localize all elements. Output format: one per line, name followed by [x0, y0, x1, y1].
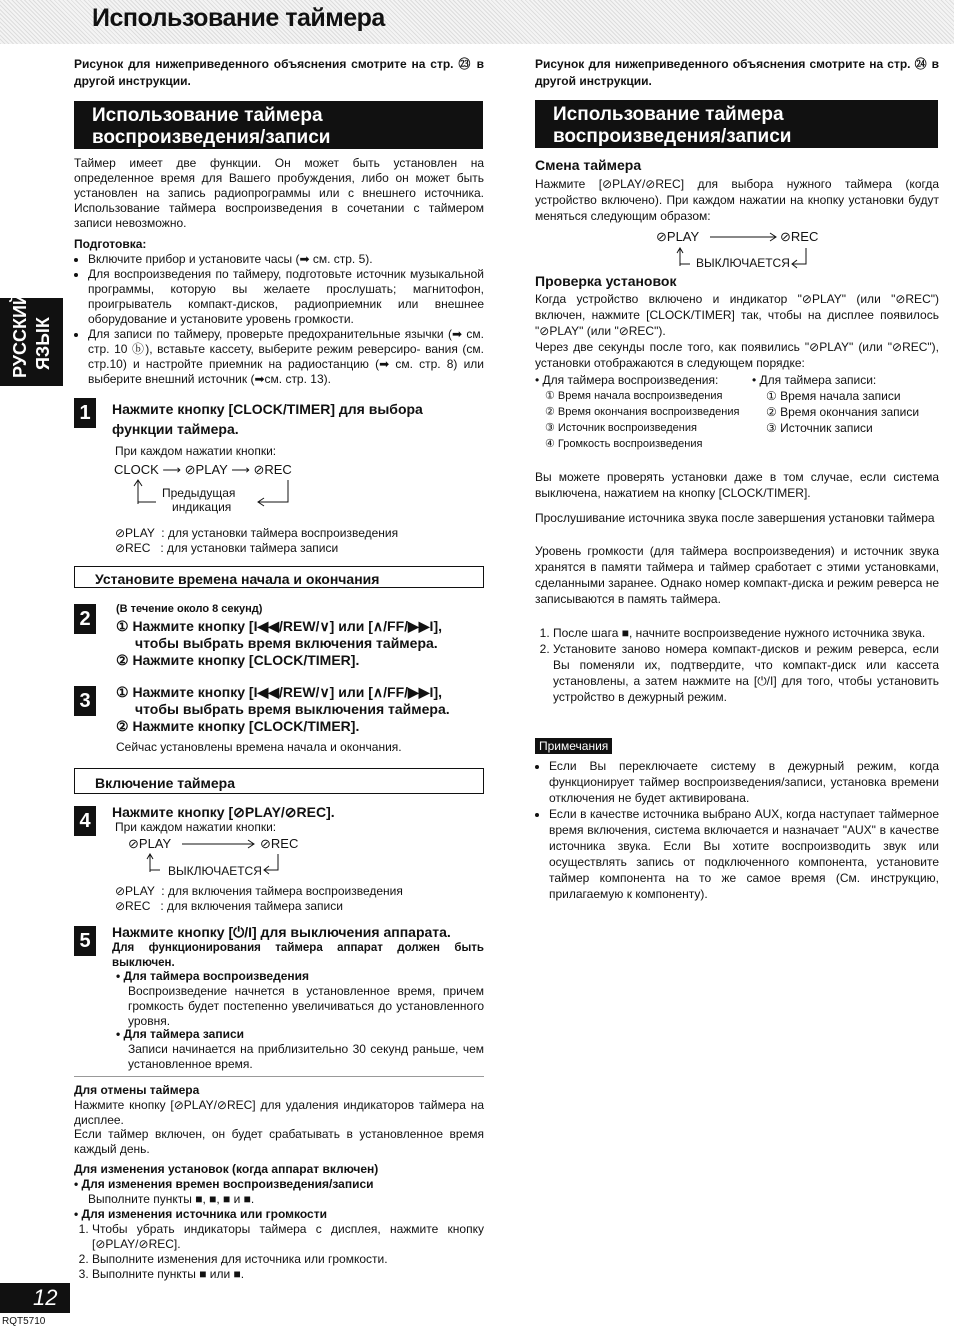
step-5-number: 5	[74, 926, 96, 956]
left-section-header-line2: воспроизведения/записи	[92, 127, 331, 148]
step-1-sequence: CLOCK ⟶ ⊘PLAY ⟶ ⊘REC	[114, 462, 292, 477]
right-figure-reference: Рисунок для нижеприведенного объяснения смотрите на стр. ㉔ в другой инструкции.	[535, 57, 939, 88]
step-2-number: 2	[74, 604, 96, 634]
change-title: Для изменения установок (когда аппарат включен)	[74, 1162, 379, 1176]
step-2-note: (В течение около 8 секунд)	[116, 603, 263, 615]
step-5-play-text: Воспроизведение начнется в установленное время, причем громкость будет постепенно увеличиваться до установленного уровня.	[128, 984, 484, 1028]
step-4-off-label: ВЫКЛЮЧАЕТСЯ	[168, 864, 262, 878]
r-diagram-play: ⊘PLAY	[656, 229, 700, 244]
r-rec-item: ③ Источник записи	[766, 421, 873, 435]
r-check-text-1: Когда устройство включено и индикатор "⊘PLAY" (или "⊘REC") включен, нажмите [CLOCK/TIMER] так, чтобы на дисплее появилось "⊘PLAY" (или "⊘REC").	[535, 292, 939, 338]
step-5-bullet-play-label: Для таймера воспроизведения	[123, 969, 309, 983]
language-tab-line2: ЯЗЫК	[33, 317, 53, 370]
r-rec-timer-head: • Для таймера записи:	[752, 373, 877, 387]
step-1-number: 1	[74, 398, 96, 428]
change-list-item: 2. Выполните изменения для источника или громкости.	[92, 1252, 484, 1267]
intro-text: Таймер имеет две функции. Он может быть установлен на определенное время для Вашего пробуждения, либо он может быть установлен на запись радиопрограммы или с внешнего источника. Использование таймера воспроизведения в сочетании с таймером записи невозможно.	[74, 156, 484, 230]
step-2-line2: чтобы выбрать время включения таймера.	[135, 635, 438, 651]
r-step-item: 1. После шага ■, начните воспроизведение нужного источника звука.	[553, 625, 939, 641]
step-2-line3: ② Нажмите кнопку [CLOCK/TIMER].	[116, 652, 360, 668]
step-5-sub: Для функционирования таймера аппарат должен быть выключен.	[112, 942, 484, 969]
step-4-def-play: ⊘PLAY : для включения таймера воспроизведения	[115, 884, 403, 898]
r-play-timer-head-text: Для таймера воспроизведения:	[542, 373, 719, 387]
change-bullet-1-text: Выполните пункты ■, ■, ■ и ■.	[88, 1192, 255, 1206]
step-5-rec-text: Записи начинается на приблизительно 30 секунд раньше, чем установленное время.	[128, 1042, 484, 1071]
r-play-item: ④ Громкость воспроизведения	[545, 438, 703, 450]
r-check-title: Проверка установок	[535, 273, 677, 289]
step-5-title: Нажмите кнопку [⏻/I] для выключения аппарата.	[112, 924, 451, 940]
prep-title: Подготовка:	[74, 237, 147, 251]
r-diagram-arrow	[708, 231, 780, 243]
step-4-title: Нажмите кнопку [⊘PLAY/⊘REC].	[112, 804, 335, 820]
r-play-timer-list	[535, 372, 755, 452]
step-3-instructions	[116, 684, 486, 735]
page-title-banner	[0, 0, 954, 44]
r-change-text: Нажмите [⊘PLAY/⊘REC] для выбора нужного таймера (когда устройство включено). При каждом нажатии на кнопку установки будут меняться следующим образом:	[535, 177, 939, 223]
r-steps-list	[535, 625, 939, 705]
box-enable-timer: Включение таймера	[74, 768, 484, 794]
step-1-def-play: ⊘PLAY : для установки таймера воспроизведения	[115, 526, 399, 540]
step-1-prev-line1: Предыдущая	[162, 486, 236, 500]
step-3-after: Сейчас установлены времена начала и окончания.	[116, 740, 402, 754]
change-list-item: 3. Выполните пункты ■ или ■.	[92, 1267, 484, 1282]
r-note-item: • Если Вы переключаете систему в дежурный режим, когда функционирует таймер воспроизведения/записи, установка времени отключения не будет активирована.	[549, 758, 939, 806]
left-figure-reference: Рисунок для нижеприведенного объяснения смотрите на стр. ㉓ в другой инструкции.	[74, 57, 484, 88]
r-listen-text: Уровень громкости (для таймера воспроизведения) и источник звука хранятся в памяти таймера и таймер сработает с этими установками, сделанными заранее. Однако номер компакт-диска и режим реверса не записываются в память таймера.	[535, 544, 939, 606]
step-5-bullet-rec: • Для таймера записи	[116, 1027, 245, 1041]
page-number: 12	[0, 1283, 70, 1313]
prep-list	[74, 252, 484, 387]
step-3-line2: чтобы выбрать время выключения таймера.	[135, 701, 450, 717]
language-tab-line1: РУССКИЙ	[10, 292, 30, 378]
language-tab	[0, 292, 63, 386]
change-bullet-2: • Для изменения источника или громкости	[74, 1207, 327, 1221]
prep-item: • Для воспроизведения по таймеру, подготовьте источник музыкальной программы, которую вы желаете прослушать; магнитофон, проигрыватель компакт-дисков, радиоприемник или внешнее оборудование и установите уровень громкости.	[88, 267, 484, 327]
step-4-def-rec: ⊘REC : для включения таймера записи	[115, 899, 343, 913]
r-rec-item: ② Время окончания записи	[766, 405, 920, 419]
page-title: Использование таймера	[92, 4, 385, 32]
r-note-item: • Если в качестве источника выбрано AUX, когда наступает таймерное время включения, система включается и назначает "AUX" в качестве источника звука. Если Вы хотите воспроизводить звук или осуществлять запись от подключенного компонента, установите таймер компонента на то же самое время (См. инструкцию, прилагаемую к компоненту).	[549, 806, 939, 902]
r-listen-title: Прослушивание источника звука после завершения установки таймера	[535, 511, 935, 525]
right-section-header	[535, 100, 938, 148]
step-3-line3: ② Нажмите кнопку [CLOCK/TIMER].	[116, 718, 360, 734]
change-bullet-1: • Для изменения времен воспроизведения/записи	[74, 1177, 374, 1191]
cancel-text-1: Нажмите кнопку [⊘PLAY/⊘REC] для удаления индикаторов таймера на дисплее.	[74, 1098, 484, 1127]
left-section-header-line1: Использование таймера	[92, 105, 323, 126]
step-5-bullet-play: • Для таймера воспроизведения	[116, 969, 309, 983]
left-section-header	[74, 101, 483, 149]
r-notes-list	[535, 758, 939, 902]
cancel-title: Для отмены таймера	[74, 1083, 200, 1097]
r-check-text-3: Вы можете проверять установки даже в том случае, если система выключена, нажатием на кнопку [CLOCK/TIMER].	[535, 470, 939, 500]
step-3-line1: ① Нажмите кнопку [I◀◀/REW/∨] или [∧/FF/▶▶I],	[116, 684, 442, 700]
right-section-header-line1: Использование таймера	[553, 104, 784, 125]
change-section	[74, 1177, 484, 1282]
box-set-times: Установите времена начала и окончания	[74, 566, 484, 588]
step-4-rec-label: ⊘REC	[260, 836, 299, 851]
r-play-item: ③ Источник воспроизведения	[545, 422, 697, 434]
step-2-instructions	[116, 618, 486, 669]
cancel-text-2: Если таймер включен, он будет срабатывать в установленное время каждый день.	[74, 1127, 484, 1156]
r-check-text-2: Через две секунды после того, как появились "⊘PLAY" (или "⊘REC"), установки отображаются в следующем порядке:	[535, 340, 939, 370]
change-bullet-1-label: Для изменения времен воспроизведения/записи	[81, 1177, 374, 1191]
step-3-number: 3	[74, 686, 96, 716]
step-4-arrow	[180, 838, 260, 850]
step-1-each: При каждом нажатии кнопки:	[115, 444, 277, 458]
doc-code: RQT5710	[2, 1316, 46, 1327]
step-4-each: При каждом нажатии кнопки:	[115, 820, 277, 834]
right-section-header-line2: воспроизведения/записи	[553, 126, 792, 147]
r-rec-timer-list	[752, 372, 940, 436]
step-1-title: Нажмите кнопку [CLOCK/TIMER] для выбора функции таймера.	[112, 401, 423, 437]
r-play-item: ② Время окончания воспроизведения	[545, 406, 740, 418]
r-step-item: 2. Установите заново номера компакт-дисков и режим реверса, если Вы поменяли их, подтвердите, что компакт-диск или кассета установлены, а затем нажмите на [⏻/I] для того, чтобы установить устройство в дежурный режим.	[553, 641, 939, 705]
r-play-timer-head: • Для таймера воспроизведения:	[535, 373, 719, 387]
r-diagram-off: ВЫКЛЮЧАЕТСЯ	[696, 256, 790, 270]
prep-item: • Включите прибор и установите часы (➡ см. стр. 5).	[88, 252, 484, 267]
step-1-previous-display	[162, 486, 235, 514]
r-rec-timer-head-text: Для таймера записи:	[759, 373, 877, 387]
divider	[74, 1076, 484, 1077]
change-list-item: 1. Чтобы убрать индикаторы таймера с дисплея, нажмите кнопку [⊘PLAY/⊘REC].	[92, 1222, 484, 1252]
r-notes-label: Примечания	[535, 738, 612, 754]
step-5-bullet-rec-label: Для таймера записи	[123, 1027, 245, 1041]
change-bullet-2-label: Для изменения источника или громкости	[81, 1207, 327, 1221]
step-1-def-rec: ⊘REC : для установки таймера записи	[115, 541, 339, 555]
r-rec-item: ① Время начала записи	[766, 389, 901, 403]
step-4-number: 4	[74, 806, 96, 836]
r-play-item: ① Время начала воспроизведения	[545, 390, 723, 402]
r-diagram-rec: ⊘REC	[780, 229, 819, 244]
r-notes-label-wrap	[535, 737, 612, 755]
prep-item: • Для записи по таймеру, проверьте предохранительные язычки (➡ см. стр. 10 ⓑ), вставьте кассету, выберите режим реверсиро- вания (см. стр.10) и настройте приемник на радиостанцию (➡ см. стр. 8) или выберите внешний источник (➡см. стр. 13).	[88, 327, 484, 387]
step-2-line1: ① Нажмите кнопку [I◀◀/REW/∨] или [∧/FF/▶▶I],	[116, 618, 442, 634]
step-4-play-label: ⊘PLAY	[128, 836, 172, 851]
r-change-title: Смена таймера	[535, 157, 642, 173]
step-1-prev-line2: индикация	[172, 500, 232, 514]
